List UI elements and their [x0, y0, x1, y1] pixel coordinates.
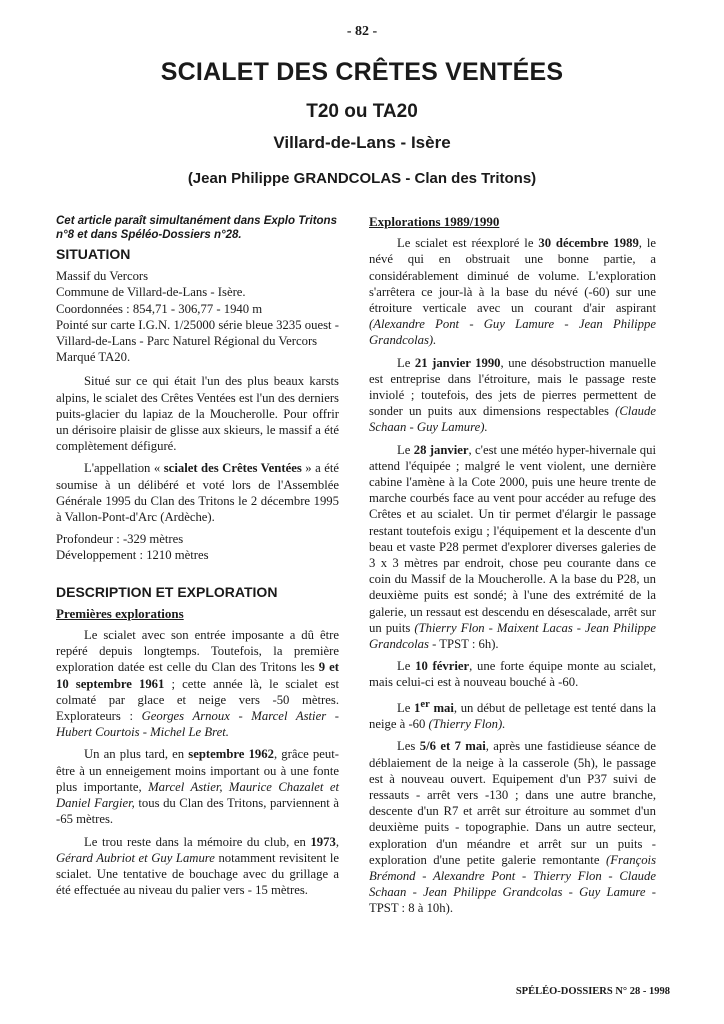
publication-note: Cet article paraît simultanément dans Explo Tritons n°8 et dans Spéléo-Dossiers n°28.	[56, 215, 337, 241]
text-run: , le névé qui en obstruait une bonne partie, a considérablement diminué de volume. L'exploration s'arrêtera ce jour-là à la base du névé (-60) sur une étroiture verticale avec un courant d'air aspirant	[369, 236, 657, 316]
date: 5/6 et 7 mai	[419, 739, 486, 754]
paragraph-may5-7	[369, 738, 656, 916]
situation-line: Coordonnées : 854,71 - 306,77 - 1940 m	[56, 301, 263, 316]
explorations-1989-heading: Explorations 1989/1990	[369, 214, 500, 229]
text-run: , un début de pelletage est tenté dans la neige à -60	[369, 700, 657, 732]
page-footer: SPÉLÉO-DOSSIERS N° 28 - 1998	[515, 986, 670, 997]
explorer-names: (Alexandre Pont - Guy Lamure - Jean Philippe Grandcolas).	[369, 317, 656, 348]
month: mai	[433, 700, 454, 715]
left-column	[56, 214, 339, 904]
date: 9 et 10 septembre 1961	[56, 660, 340, 691]
date: 10 février	[415, 659, 470, 674]
paragraph-1962	[56, 746, 339, 827]
article-location: Villard-de-Lans - Isère	[273, 133, 451, 152]
explorer-names: (Claude Schaan - Guy Lamure).	[369, 404, 656, 435]
text-run: , grâce peut-être à un enneigement moins important ou à une fonte plus importante,	[56, 747, 339, 794]
article-authors: (Jean Philippe GRANDCOLAS - Clan des Tritons)	[187, 170, 537, 187]
text-run: Le	[397, 659, 411, 674]
text-run: , après une fastidieuse séance de déblaiement de la neige à la casserole (5h), le passage est à nouveau ouvert. Equipement d'un P37 suivi de ressauts - arrêt vers -130 ; dans une autre branche, descente d'un R7 et arrêt sur étroiture au sommet d'un deuxième puits - topographie. Dans un autre secteur, exploration d'un méandre et arrêt sur un puits - exploration d'une petite galerie remontante	[369, 739, 656, 867]
paragraph-1961	[56, 627, 339, 740]
explorer-names: Marcel Astier, Maurice Chazalet et Daniel Fargier,	[56, 779, 339, 811]
text-run: - TPST : 8 à 10h).	[369, 885, 656, 916]
explorer-names: Georges Arnoux - Marcel Astier - Hubert Courtois - Michel Le Bret.	[56, 709, 339, 740]
text-run: - TPST : 6h).	[432, 637, 499, 652]
date: 30 décembre 1989	[538, 236, 639, 251]
text-run: L'appellation «	[84, 461, 161, 476]
article-subtitle: T20 ou TA20	[306, 101, 418, 122]
text-run: Les	[397, 739, 416, 754]
date: 21 janvier 1990	[414, 355, 501, 370]
situation-line: Marqué TA20.	[56, 350, 131, 365]
text-run: tous du Clan des Tritons, parviennent à -65 mètres.	[56, 796, 340, 827]
text-run: , c'est une météo hyper-hivernale qui attend l'équipée ; malgré le vent violent, une dernière cabine l'amène à la Cote 2000, puis une heure trente de marche courbés face au vent pour accéder au refuge des Crêtes et au scialet. Un tir permet d'élargir le passage restant toutefois exigu ; l'équipement et la descente d'un beau et vaste P28 permet d'explorer diverses galeries de 3 x 3 mètres par endroit, chose peu courante dans ce coin du Massif de la Moucherolle. A la base du P28, un deuxième puits est sondé; à l'une des extrémité de la galerie, un ressaut est descendu en désescalade, arrêt sur un puits	[369, 442, 657, 635]
article-title: SCIALET DES CRÊTES VENTÉES	[160, 58, 564, 86]
right-column	[369, 214, 656, 923]
situation-line: Massif du Vercors	[56, 269, 149, 284]
situation-block	[56, 268, 339, 365]
paragraph-feb10	[369, 658, 656, 690]
first-explorations-heading: Premières explorations	[56, 605, 184, 621]
paragraph-jan21-1990	[369, 355, 656, 436]
situation-heading: SITUATION	[56, 246, 131, 262]
development-value: Développement : 1210 mètres	[56, 548, 209, 563]
text-run: Le	[397, 355, 411, 370]
paragraph-1973: Le trou reste dans la mémoire du club, en 1973, Gérard Aubriot et Guy Lamure notamment revisitent le scialet. Une tentative de bouchage avec du grillage a été effectuée au niveau du palier vers - 15 mètres.	[56, 834, 339, 898]
text-run: Un an plus tard, en	[84, 747, 185, 762]
situation-line: Commune de Villard-de-Lans - Isère.	[56, 285, 246, 300]
text-run: Le scialet avec son entrée imposante a dû être repéré depuis longtemps. Toutefois, la première exploration datée est celle du Clan des Tritons les	[56, 628, 339, 675]
explorer-names: (Thierry Flon).	[428, 717, 506, 732]
text-run: Le	[397, 700, 411, 715]
date: 28 janvier	[413, 442, 469, 457]
explorer-names: (Thierry Flon - Maixent Lacas - Jean Philippe Grandcolas	[369, 620, 656, 652]
text-run: Le trou reste dans la mémoire du club, en	[84, 834, 306, 849]
ordinal-suffix: er	[420, 698, 430, 710]
paragraph-may1	[369, 697, 656, 733]
cave-name: scialet des Crêtes Ventées	[163, 461, 302, 476]
description-heading: DESCRIPTION ET EXPLORATION	[56, 583, 278, 600]
depth-value: Profondeur : -329 mètres	[56, 532, 184, 547]
date: septembre 1962	[188, 747, 274, 762]
page-number: - 82 -	[346, 24, 378, 39]
text-run: Le	[397, 442, 411, 457]
situation-paragraph: Situé sur ce qui était l'un des plus beaux karsts alpins, le scialet des Crêtes Ventées est l'un des derniers puits-glacier du lapiaz de la Moucherolle. Pour offrir un dérisoire plaisir de glisse aux skieurs, le massif a été complètement défiguré.	[56, 374, 339, 454]
text-run: , une désobstruction manuelle est entreprise dans l'étroiture, mais le passage reste inviolé ; toutefois, des jets de pierres permettent de sonder un puits aux dimensions respectables	[369, 355, 657, 419]
explorer-names: Gérard Aubriot et Guy Lamure	[56, 850, 215, 865]
date: 1973	[310, 834, 336, 849]
text-run: Le scialet est réexploré le	[397, 236, 534, 251]
text-run: ; cette année là, le scialet est colmaté par glace et neige vers -50 mètres. Explorateurs :	[56, 676, 340, 724]
paragraph-jan28	[369, 442, 656, 653]
date	[414, 698, 454, 715]
text-run: , une forte équipe monte au scialet, mais celui-ci est à nouveau bouché à -60.	[369, 659, 657, 690]
day-number: 1	[414, 700, 421, 715]
text-run: » a été soumise à un délibéré et voté lors de l'Assemblée Générale 1995 du Clan des Tritons le 2 décembre 1995 à Vallon-Pont-d'Arc (Ardèche).	[56, 461, 340, 525]
situation-line: Pointé sur carte I.G.N. 1/25000 série bleue 3235 ouest - Villard-de-Lans - Parc Naturel Régional du Vercors	[56, 317, 339, 349]
paragraph-dec-1989	[369, 235, 656, 348]
appellation-paragraph	[56, 460, 339, 525]
explorer-names: (François Brémond - Alexandre Pont - Thierry Flon - Claude Schaan - Jean Philippe Grandcolas - Guy Lamure	[369, 852, 657, 900]
text-run: notamment revisitent le scialet. Une tentative de bouchage avec du grillage a été effectuée au niveau du palier vers - 15 mètres.	[56, 850, 339, 898]
